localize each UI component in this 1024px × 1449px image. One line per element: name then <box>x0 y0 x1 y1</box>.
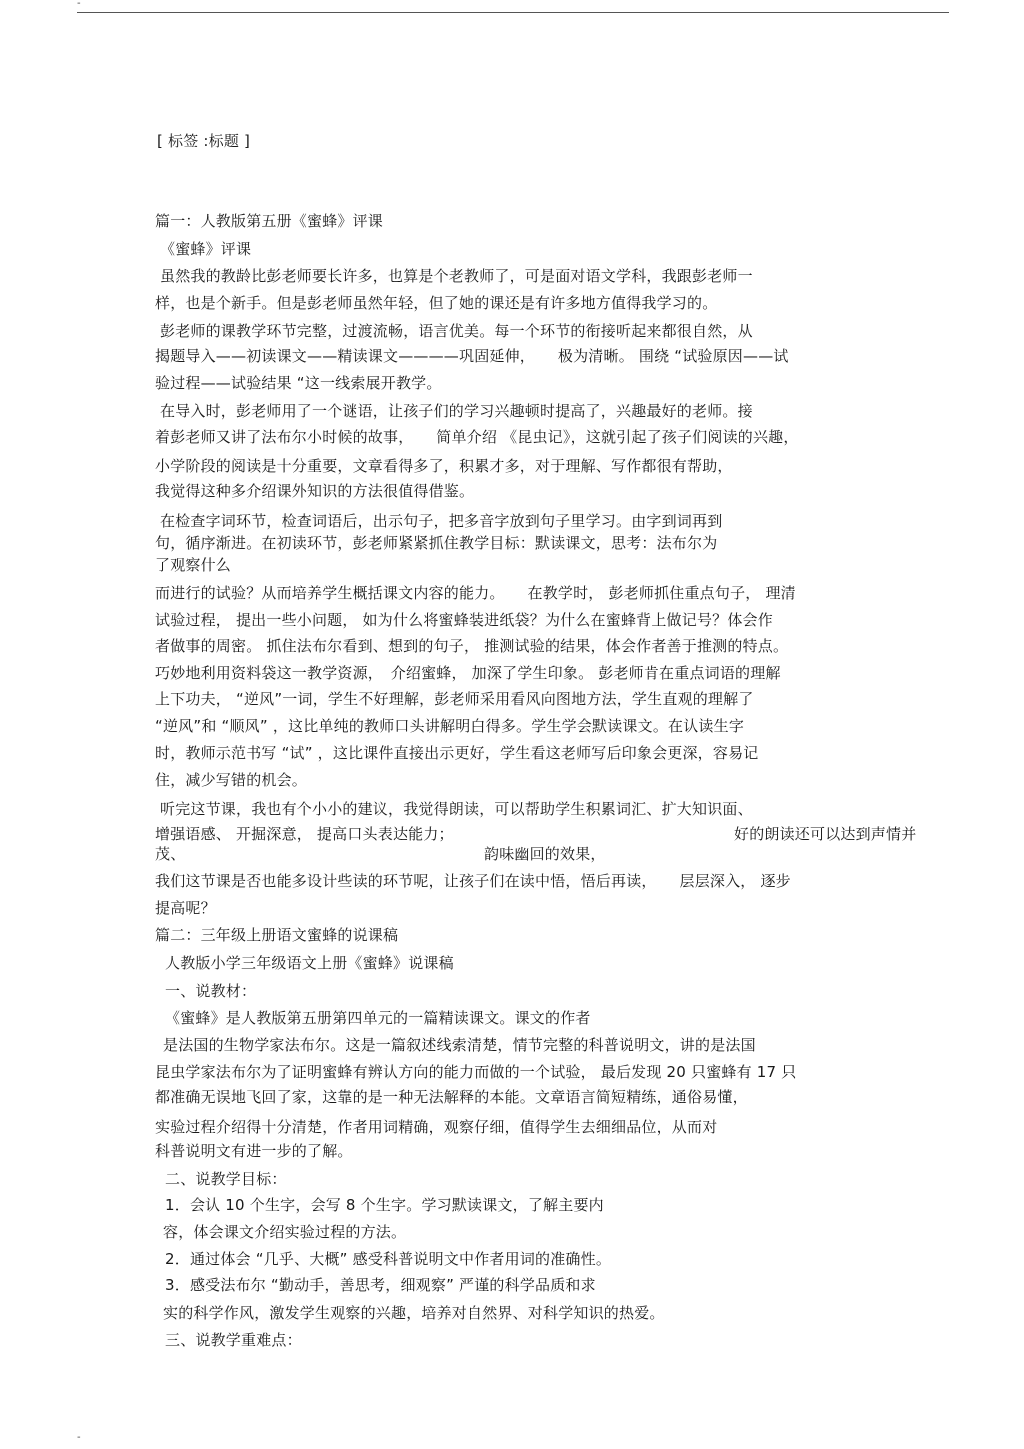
text-line: 茂、 <box>155 845 186 863</box>
text-line: 验过程——试验结果 “这一线索展开教学。 <box>155 374 442 392</box>
text-line: [ 标签 :标题 ] <box>157 132 251 150</box>
text-line: 虽然我的教龄比彭老师要长许多，也算是个老教师了，可是面对语文学科，我跟彭老师一 <box>160 267 753 285</box>
text-line: 实验过程介绍得十分清楚，作者用词精确，观察仔细，值得学生去细细品位，从而对 <box>155 1118 718 1136</box>
text-line: 巧妙地利用资料袋这一教学资源， 介绍蜜蜂， 加深了学生印象。 彭老师肯在重点词语的理解 <box>155 664 781 682</box>
footer-mark: - <box>77 1432 81 1443</box>
text-line: 者做事的周密。 抓住法布尔看到、想到的句子， 推测试验的结果，体会作者善于推测的特点。 <box>155 637 789 655</box>
text-line: 住，减少写错的机会。 <box>155 771 308 789</box>
text-line: 2．通过体会 “几乎、大概” 感受科普说明文中作者用词的准确性。 <box>165 1250 612 1268</box>
text-line: 韵味幽回的效果， <box>484 845 606 863</box>
text-line: 上下功夫， “逆风”一词，学生不好理解，彭老师采用看风向图地方法，学生直观的理解了 <box>155 690 754 708</box>
text-line: 试验过程， 提出一些小问题， 如为什么将蜜蜂装进纸袋？为什么在蜜蜂背上做记号？体会作 <box>155 611 773 629</box>
text-line: 好的朗读还可以达到声情并 <box>734 825 917 843</box>
text-line: 《蜜蜂》评课 <box>160 240 252 258</box>
text-line: 时，教师示范书写 “试” ，这比课件直接出示更好，学生看这老师写后印象会更深，容易记 <box>155 744 759 762</box>
text-line: 提高呢？ <box>155 899 216 917</box>
text-line: 容，体会课文介绍实验过程的方法。 <box>163 1223 407 1241</box>
text-line: 而进行的试验？从而培养学生概括课文内容的能力。 在教学时， 彭老师抓住重点句子， 理清 <box>155 584 796 602</box>
text-line: 3．感受法布尔 “勤动手，善思考，细观察” 严谨的科学品质和求 <box>165 1276 596 1294</box>
text-line: 我们这节课是否也能多设计些读的环节呢，让孩子们在读中悟，悟后再读， 层层深入， 逐步 <box>155 872 791 890</box>
text-line: 句，循序渐进。在初读环节，彭老师紧紧抓住教学目标：默读课文，思考：法布尔为 <box>155 534 718 552</box>
text-line: 三、说教学重难点： <box>165 1331 302 1349</box>
text-line: 揭题导入——初读课文——精读课文————巩固延伸， 极为清晰。 围绕 “试验原因——试 <box>155 347 789 365</box>
text-line: 人教版小学三年级语文上册《蜜蜂》说课稿 <box>165 954 454 972</box>
text-line: 二、说教学目标： <box>165 1170 287 1188</box>
text-line: “逆风”和 “顺风” ，这比单纯的教师口头讲解明白得多。学生学会默读课文。在认读生字 <box>155 717 745 735</box>
text-line: 听完这节课，我也有个小小的建议，我觉得朗读，可以帮助学生积累词汇、扩大知识面、 <box>160 800 753 818</box>
text-line: 篇一：人教版第五册《蜜蜂》评课 <box>155 212 384 230</box>
text-line: 是法国的生物学家法布尔。这是一篇叙述线索清楚，情节完整的科普说明文，讲的是法国 <box>163 1036 756 1054</box>
text-line: 着彭老师又讲了法布尔小时候的故事， 简单介绍 《昆虫记》，这就引起了孩子们阅读的兴趣， <box>155 428 799 446</box>
text-line: 小学阶段的阅读是十分重要，文章看得多了，积累才多，对于理解、写作都很有帮助， <box>155 457 733 475</box>
text-line: 昆虫学家法布尔为了证明蜜蜂有辨认方向的能力而做的一个试验， 最后发现 20 只蜜蜂有 17 只 <box>155 1063 797 1081</box>
text-line: 篇二：三年级上册语文蜜蜂的说课稿 <box>155 926 399 944</box>
text-line: 一、说教材： <box>165 982 257 1000</box>
header-rule <box>77 12 949 13</box>
text-line: 都准确无误地飞回了家，这靠的是一种无法解释的本能。文章语言简短精练，通俗易懂， <box>155 1088 748 1106</box>
text-line: 彭老师的课教学环节完整，过渡流畅，语言优美。每一个环节的衔接听起来都很自然，从 <box>160 322 753 340</box>
header-mark: - <box>77 0 81 9</box>
text-line: 在检查字词环节，检查词语后，出示句子，把多音字放到句子里学习。由字到词再到 <box>160 512 723 530</box>
text-line: 我觉得这种多介绍课外知识的方法很值得借鉴。 <box>155 482 475 500</box>
text-line: 增强语感、 开掘深意， 提高口头表达能力； <box>155 825 454 843</box>
text-line: 科普说明文有进一步的了解。 <box>155 1142 353 1160</box>
text-line: 实的科学作风，激发学生观察的兴趣，培养对自然界、对科学知识的热爱。 <box>163 1304 665 1322</box>
text-line: 样，也是个新手。但是彭老师虽然年轻，但了她的课还是有许多地方值得我学习的。 <box>155 294 718 312</box>
text-line: 在导入时，彭老师用了一个谜语，让孩子们的学习兴趣顿时提高了，兴趣最好的老师。接 <box>160 402 753 420</box>
text-line: 1．会认 10 个生字，会写 8 个生字。学习默读课文，了解主要内 <box>165 1196 604 1214</box>
text-line: 《蜜蜂》是人教版第五册第四单元的一篇精读课文。课文的作者 <box>165 1009 591 1027</box>
text-line: 了观察什么 <box>155 556 232 574</box>
